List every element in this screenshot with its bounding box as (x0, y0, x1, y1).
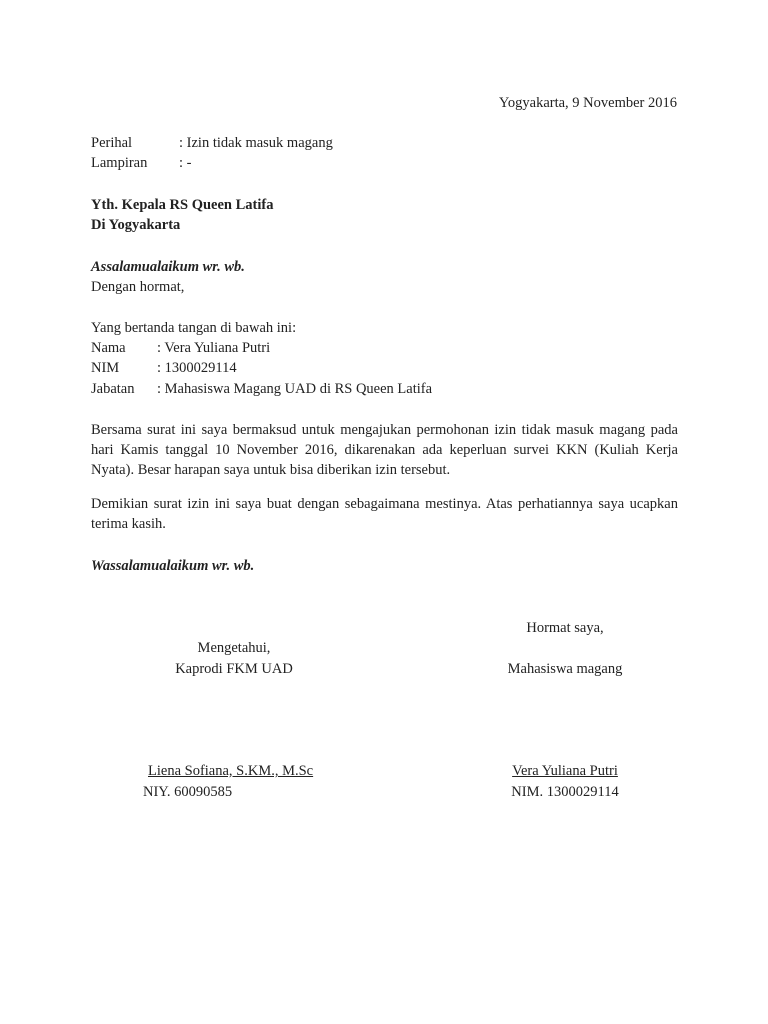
attachment-value: : - (179, 155, 192, 171)
body1-line-3: Nyata). Besar harapan saya untuk bisa diberikan izin tersebut. (91, 462, 451, 478)
identity-value-position: : Mahasiswa Magang UAD di RS Queen Latifa (157, 381, 433, 397)
body1-line-2: hari Kamis tanggal 10 November 2016, dikarenakan ada keperluan survei KKN (Kuliah Kerja (91, 442, 678, 458)
right-sign-line-1: Hormat saya, (526, 620, 604, 636)
left-sign-id: NIY. 60090585 (143, 784, 233, 800)
attachment-label: Lampiran (91, 155, 148, 171)
identity-label-nim: NIM (91, 360, 120, 376)
recipient-line-1: Yth. Kepala RS Queen Latifa (91, 197, 274, 213)
identity-value-nim: : 1300029114 (157, 360, 237, 376)
right-sign-line-2: Mahasiswa magang (507, 661, 623, 677)
body2-line-1: Demikian surat izin ini saya buat dengan sebagaimana mestinya. Atas perhatiannya saya ucapkan (91, 496, 678, 512)
left-sign-line-2: Kaprodi FKM UAD (175, 661, 293, 677)
identity-value-name: : Vera Yuliana Putri (157, 340, 271, 356)
greeting-close: Wassalamualaikum wr. wb. (91, 558, 255, 574)
identity-label-name: Nama (91, 340, 126, 356)
body-paragraph-1 (91, 420, 678, 480)
body2-line-2: terima kasih. (91, 516, 166, 532)
subject-value: : Izin tidak masuk magang (179, 135, 333, 151)
right-sign-name: Vera Yuliana Putri (512, 763, 618, 779)
right-sign-id: NIM. 1300029114 (511, 784, 619, 800)
body-paragraph-2 (91, 494, 678, 534)
intro-line: Yang bertanda tangan di bawah ini: (91, 320, 297, 336)
identity-label-position: Jabatan (91, 381, 135, 397)
salutation: Dengan hormat, (91, 279, 185, 295)
left-sign-line-1: Mengetahui, (197, 640, 271, 656)
place-date: Yogyakarta, 9 November 2016 (498, 95, 677, 111)
greeting-open: Assalamualaikum wr. wb. (91, 259, 245, 275)
subject-label: Perihal (91, 135, 133, 151)
body1-line-1: Bersama surat ini saya bermaksud untuk mengajukan permohonan izin tidak masuk magang pada (91, 422, 678, 438)
recipient-line-2: Di Yogyakarta (91, 217, 181, 233)
left-sign-name: Liena Sofiana, S.KM., M.Sc (148, 763, 314, 779)
